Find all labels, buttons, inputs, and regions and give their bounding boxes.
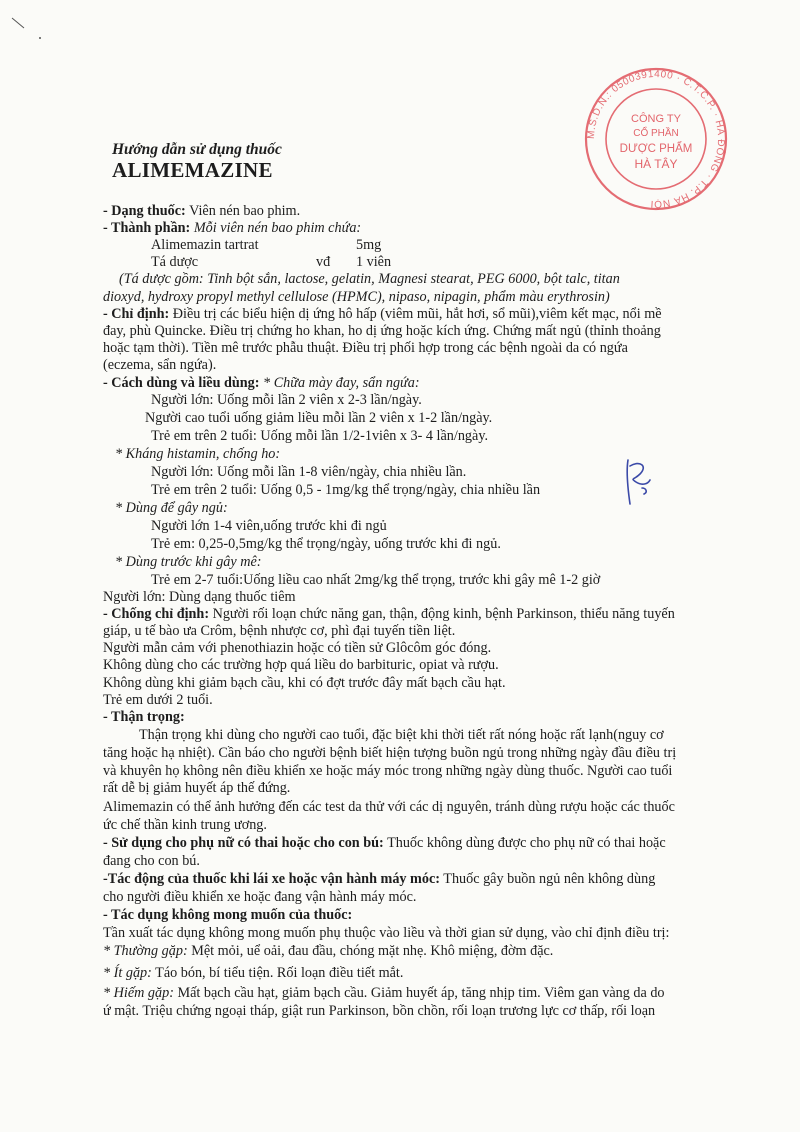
stamp-line4: HÀ TÂY [634,157,678,171]
driving-text-2: cho người điều khiển xe hoặc đang vận hành máy móc. [103,889,417,905]
side-effects-intro: Tần xuất tác dụng không mong muốn phụ thuộc vào liều và thời gian sử dụng, vào chỉ định điều trị: [103,925,670,941]
precaution-text-5: Alimemazin có thể ảnh hưởng đến các test da thử với các dị nguyên, tránh dùng rượu hoặc các thuốc [103,799,675,815]
contraindication-text-5: Không dùng khi giảm bạch cầu, khi có đợt trước đây mất bạch cầu hạt. [103,675,506,691]
sleep-subheading: * Dùng để gây ngủ: [115,500,228,516]
indication-text-1: Điều trị các biểu hiện dị ứng hô hấp (viêm mũi, hắt hơi, sổ mũi),viêm kết mạc, nổi mề [172,306,662,322]
indication-text-2: đay, phù Quincke. Điều trị chứng ho khan, ho dị ứng hoặc kích ứng. Chứng mất ngủ (thỉnh thoảng [103,323,661,339]
urticaria-elderly: Người cao tuổi uống giảm liều mỗi lần 2 viên x 1-2 lần/ngày. [145,410,493,426]
urticaria-children: Trẻ em trên 2 tuổi: Uống mỗi lần 1/2-1viên x 3- 4 lần/ngày. [151,428,489,444]
excipient-list-1: (Tá dược gồm: Tinh bột sắn, lactose, gelatin, Magnesi stearat, PEG 6000, bột talc, titan [119,271,620,287]
pregnancy-label: - Sử dụng cho phụ nữ có thai hoặc cho con bú: [103,835,384,851]
signature [618,452,658,512]
excipient-label: Tá dược [151,254,199,270]
dosage-heading-line [103,375,420,392]
premed-subheading: * Dùng trước khi gây mê: [115,554,262,570]
precaution-text-1: Thận trọng khi dùng cho người cao tuổi, đặc biệt khi thời tiết rất nóng hoặc rất lạnh(nguy cơ [139,727,664,743]
rare-effects-label: * Hiếm gặp: [103,985,174,1001]
dosage-heading: - Cách dùng và liều dùng: [103,375,260,391]
scan-mark [10,14,46,44]
company-stamp [580,64,732,214]
stamp-line1: CÔNG TY [631,113,681,125]
urticaria-subheading: * Chữa mày đay, sẩn ngứa: [263,375,420,391]
composition-line [103,220,361,237]
leaflet-subtitle: Hướng dẫn sử dụng thuốc [112,141,282,158]
sleep-children: Trẻ em: 0,25-0,5mg/kg thể trọng/ngày, uống trước khi đi ngủ. [151,536,501,552]
composition-intro: Mỗi viên nén bao phim chứa: [193,220,362,236]
side-effects-heading: - Tác dụng không mong muốn của thuốc: [103,907,353,923]
drug-title: ALIMEMAZINE [112,158,273,182]
precaution-text-4: rất dễ bị giảm huyết áp thế đứng. [103,780,291,796]
driving-label: -Tác động của thuốc khi lái xe hoặc vận hành máy móc: [103,871,440,887]
antihistamine-subheading: * Kháng histamin, chống ho: [115,446,281,462]
stamp-ring-text: M.S.D.N.: 0500391400 · C.T.C.P. · HÀ ĐÔNG · T.P. HÀ NỘI [585,68,727,210]
antihistamine-children: Trẻ em trên 2 tuổi: Uống 0,5 - 1mg/kg thể trọng/ngày, chia nhiều lần [151,482,541,498]
dosage-form-value: Viên nén bao phim. [189,203,301,219]
indication-line [103,306,662,323]
urticaria-adult: Người lớn: Uống mỗi lần 2 viên x 2-3 lần/ngày. [151,392,422,408]
dosage-form-line [103,203,300,220]
excipient-qs: vđ [316,254,331,270]
driving-text-1: Thuốc gây buồn ngủ nên không dùng [443,871,656,887]
contraindication-text-2: giáp, u tế bào ưa Crôm, bệnh nhược cơ, phì đại tuyến tiền liệt. [103,623,456,639]
excipient-amount: 1 viên [356,254,392,270]
driving-line [103,871,655,888]
uncommon-effects-line [103,965,403,982]
rare-effects-text-1: Mất bạch cầu hạt, giảm bạch cầu. Giảm huyết áp, tăng nhịp tim. Viêm gan vàng da do [177,985,665,1001]
rare-effects-text-2: ứ mật. Triệu chứng ngoại tháp, giật run Parkinson, bồn chồn, rối loạn trương lực cơ thấp, rối loạn [103,1003,656,1019]
indication-label: - Chỉ định: [103,306,170,322]
contraindication-text-1: Người rối loạn chức năng gan, thận, động kinh, bệnh Parkinson, thiểu năng tuyến [212,606,675,622]
contraindication-line [103,606,675,623]
premed-adult: Người lớn: Dùng dạng thuốc tiêm [103,589,296,605]
excipient-list-2: dioxyd, hydroxy propyl methyl cellulose (HPMC), nipaso, nipagin, phẩm màu erythrosin) [103,289,610,305]
rare-effects-line [103,985,665,1002]
uncommon-effects-text: Táo bón, bí tiểu tiện. Rối loạn điều tiết mắt. [155,965,404,981]
pregnancy-text-2: đang cho con bú. [103,853,200,869]
pregnancy-line [103,835,666,852]
indication-text-4: (eczema, sẩn ngứa). [103,357,217,373]
precaution-heading: - Thận trọng: [103,709,185,725]
active-ingredient-amount: 5mg [356,237,382,253]
sleep-adult: Người lớn 1-4 viên,uống trước khi đi ngủ [151,518,387,534]
premed-children: Trẻ em 2-7 tuổi:Uống liều cao nhất 2mg/kg thể trọng, trước khi gây mê 1-2 giờ [151,572,601,588]
common-effects-text: Mệt mỏi, uể oải, đau đầu, chóng mặt nhẹ. Khô miệng, đờm đặc. [191,943,554,959]
active-ingredient-name: Alimemazin tartrat [151,237,259,253]
dosage-form-label: - Dạng thuốc: [103,203,186,219]
uncommon-effects-label: * Ít gặp: [103,965,152,981]
stamp-line3: DƯỢC PHẨM [619,143,693,155]
contraindication-label: - Chống chỉ định: [103,606,210,622]
contraindication-text-3: Người mẫn cảm với phenothiazin hoặc có tiền sử Glôcôm góc đóng. [103,640,492,656]
antihistamine-adult: Người lớn: Uống mỗi lần 1-8 viên/ngày, chia nhiều lần. [151,464,467,480]
precaution-text-2: tăng hoặc hạ nhiệt). Cần báo cho người bệnh biết hiện tượng buồn ngủ trong những ngày đầu điều trị [103,745,677,761]
common-effects-label: * Thường gặp: [103,943,188,959]
contraindication-text-4: Không dùng cho các trường hợp quá liều do barbituric, opiat và rượu. [103,657,499,673]
precaution-text-6: ức chế thần kinh trung ương. [103,817,267,833]
indication-text-3: hoặc tạm thời). Tiền mê trước phẫu thuật. Điều trị phối hợp trong các bệnh ngoài da có ngứa [103,340,628,356]
stamp-line2: CỔ PHẦN [633,128,679,139]
contraindication-text-6: Trẻ em dưới 2 tuổi. [103,692,213,708]
composition-label: - Thành phần: [103,220,191,236]
common-effects-line [103,943,553,960]
pregnancy-text-1: Thuốc không dùng được cho phụ nữ có thai hoặc [387,835,666,851]
precaution-text-3: và khuyên họ không nên điều khiển xe hoặc máy móc trong những ngày dùng thuốc. Người cao tuổi [103,763,673,779]
